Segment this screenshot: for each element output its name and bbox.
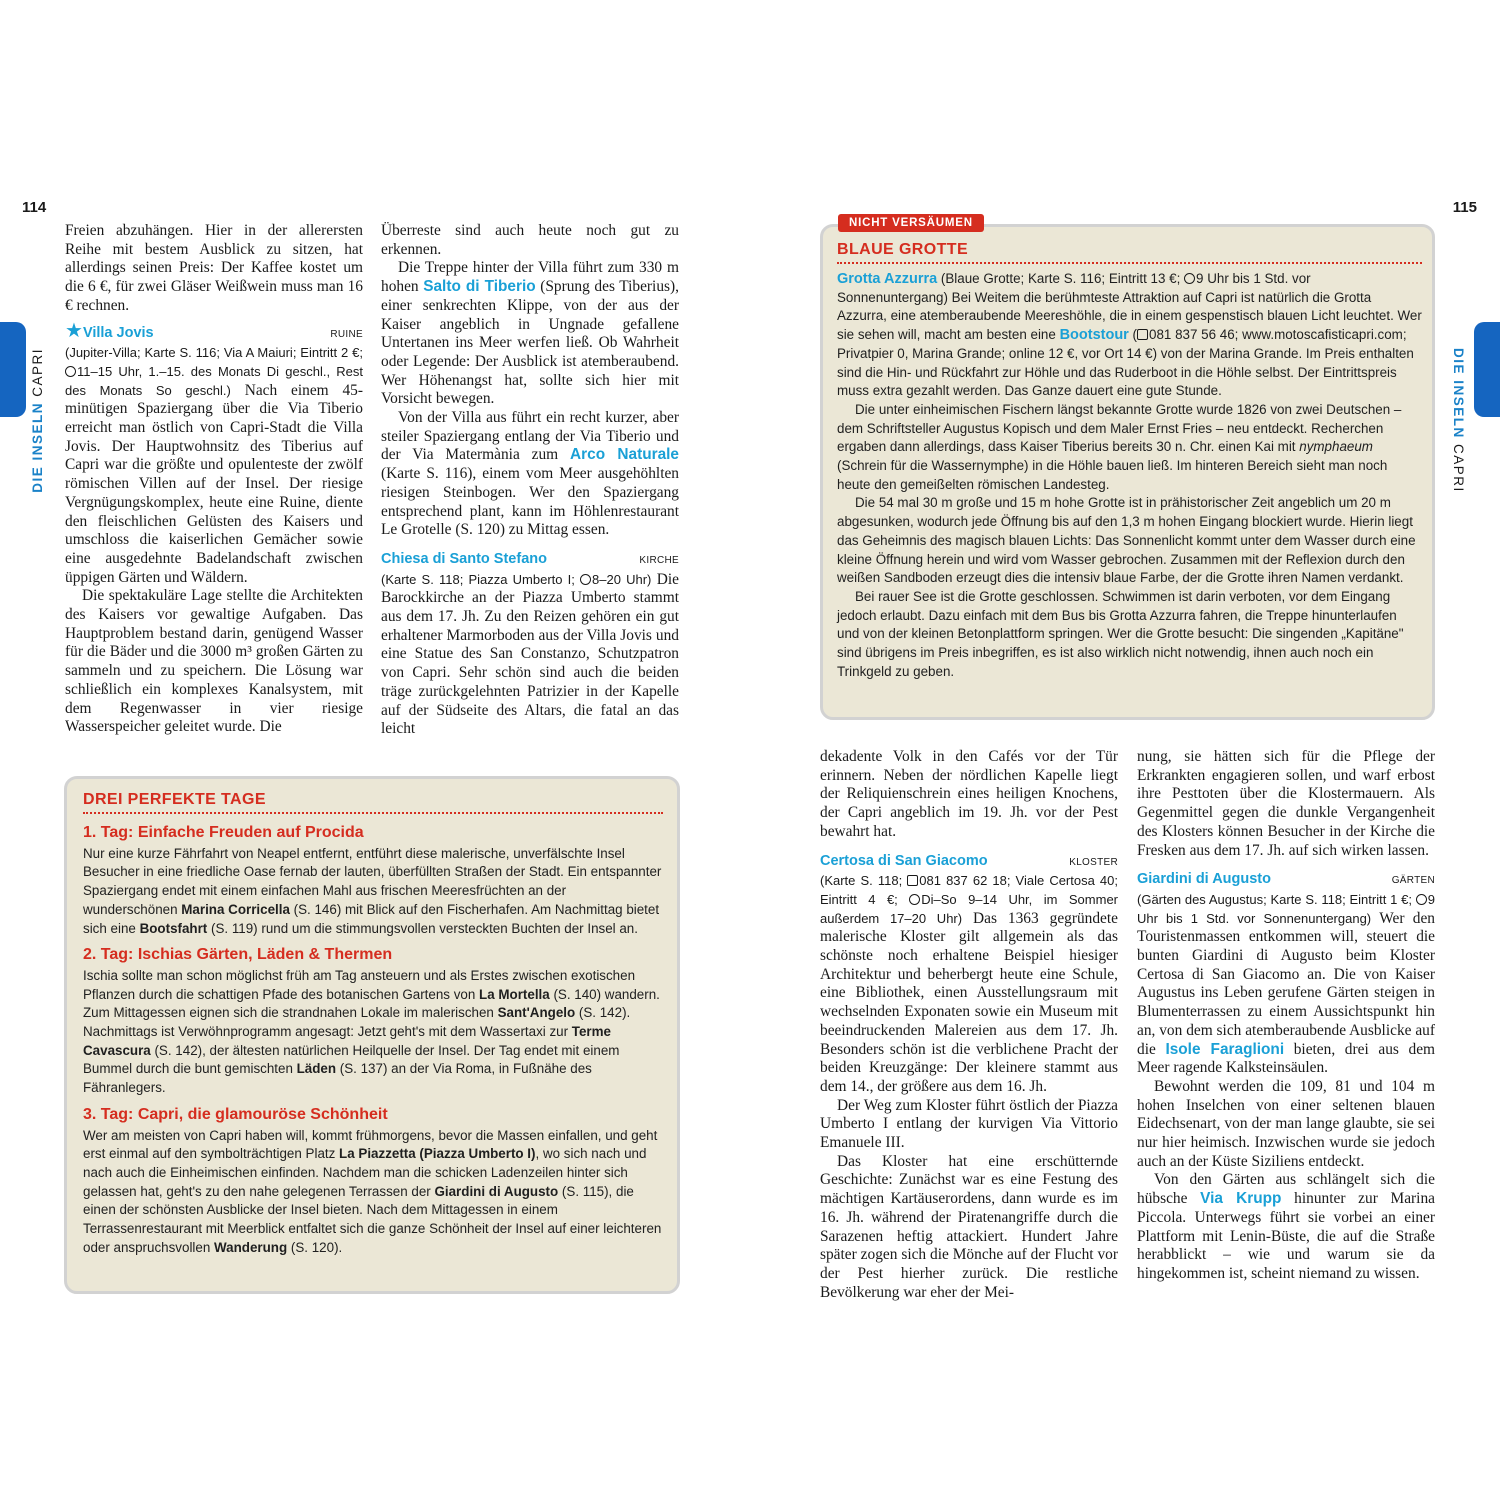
day2-text: Ischia sollte man schon möglichst früh am Tag ansteuern und als Erstes zwischen exotischen Pflanzen durch die schattigen Pfade des botanischen Gartens von La Mortella (S. 140) wandern. Zum Mittagessen eignen sich die strandnahen Lokale im malerischen Sant'Angelo (S. 142). Nachmittags ist Verwöhnprogramm angesagt: Jetzt geht's mit dem Wassertaxi zur Terme Cavascura (S. 142), der ältesten natürlichen Heilquelle der Insel. Der Tag endet mit einem Bummel durch die bunt gemischten Läden (S. 137) an der Via Roma, in Fußnähe des Fähranlegers.: [83, 967, 660, 1096]
col2-paragraph-1: Überreste sind auch heute noch gut zu erkennen.: [381, 222, 679, 258]
giardini-tag: GÄRTEN: [1391, 875, 1435, 887]
page-number-right: 115: [1452, 199, 1477, 216]
isole-faraglioni-link[interactable]: Isole Faraglioni: [1165, 1040, 1285, 1058]
blaue-grotte-paragraph-2: Die unter einheimischen Fischern längst bekannte Grotte wurde 1826 von zwei Deutschen – dem Schriftsteller Augustus Kopisch und dem Maler Ernst Fries – neu entdeckt. Recherchen ergaben dann allerdings, dass Kaiser Tiberius bereits 30 n. Chr. einen Kai mit nymphaeum (Schrein für die Wassernymphe) in die Höhle bauen ließ. Im hinteren Bereich sieht man noch heute den gemeißelten römischen Landesteg.: [837, 401, 1402, 492]
day1-heading: 1. Tag: Einfache Freuden auf Procida: [83, 824, 364, 841]
clock-icon: [580, 574, 591, 585]
side-label-right: DIE INSELN CAPRI: [1451, 348, 1466, 493]
left-column-1: [65, 222, 363, 737]
chiesa-body: (Karte S. 118; Piazza Umberto I; 8–20 Uhr) Die Barockkirche an der Piazza Umberto stammt aus dem 17. Jh. Zu den Reizen gehören ein gut erhaltener Marmorboden aus der Villa Jovis und eine Statue des San Constanzo, Schutzpatron von Capri. Sehr schön sind auch die beiden träge zurückgelehnten Patrizier in der Kapelle auf der Südseite des Altars, die fatal an das leicht: [381, 570, 679, 738]
blaue-grotte-box: [820, 224, 1435, 720]
giardini-heading: [1137, 870, 1435, 891]
villa-jovis-paragraph-2: Die spektakuläre Lage stellte die Architekten des Kaisers vor gewaltige Aufgaben. Das Hauptproblem bestand darin, genügend Wasser für die Bäder und die 3000 m³ großen Gärten zu sammeln und zu speichern. Die Lösung war schließlich ein komplexes Kanalsystem, mit dem Regenwasser in vier riesige Wasserspeicher geleitet wurde. Die: [65, 587, 363, 736]
chiesa-title: Chiesa di Santo Stefano: [381, 550, 547, 567]
certosa-paragraph-2: Der Weg zum Kloster führt östlich der Piazza Umberto I entlang der kurvigen Via Vittorio Emanuele III.: [820, 1096, 1118, 1152]
giardini-title: Giardini di Augusto: [1137, 871, 1271, 888]
nicht-versaeumen-badge: NICHT VERSÄUMEN: [838, 214, 984, 232]
drei-perfekte-tage-box: [64, 776, 680, 1294]
grotta-azzurra-link[interactable]: Grotta Azzurra: [837, 271, 938, 287]
side-tab-left: [0, 322, 26, 417]
certosa-paragraph-3: Das Kloster hat eine erschütternde Geschichte: Zunächst war es eine Festung des mächtigen Kartäuserordens, dann wurde es im 16. Jh. während der Piratenangriffe durch die Sarazenen heftig attackiert. Hundert Jahre später zogen sich die Mönche auf der Flucht vor der Pest hierher zurück. Die restliche Bevölkerung war eher der Mei-: [820, 1152, 1118, 1301]
bootstour-link[interactable]: Bootstour: [1059, 327, 1129, 344]
day2-heading: 2. Tag: Ischias Gärten, Läden & Thermen: [83, 946, 393, 964]
certosa-heading: [820, 852, 1118, 873]
phone-icon: [1137, 329, 1148, 340]
drei-tage-title: DREI PERFEKTE TAGE: [83, 791, 663, 814]
giardini-body: (Gärten des Augustus; Karte S. 118; Eintritt 1 €; 9 Uhr bis 1 Std. vor Sonnenuntergang) Wer den Touristenmassen entkommen will, steuert die bunten Giardini di Augusto beim Kloster Certosa di San Giacomo an. Die von Kaiser Augustus ins Leben gerufene Gärten steigen in Blumenterrassen zu einem Aussichtspunkt hin an, von dem sich atemberaubende Ausblicke auf die Isole Faraglioni bieten, drei aus dem Meer ragende Kalksteinsäulen.: [1137, 891, 1435, 1077]
via-krupp-link[interactable]: Via Krupp: [1200, 1190, 1282, 1208]
chiesa-heading: [381, 550, 679, 571]
villa-jovis-heading: [65, 319, 363, 345]
clock-icon: [65, 366, 76, 377]
villa-jovis-title: Villa Jovis: [82, 324, 154, 341]
intro-paragraph: Freien abzuhängen. Hier in der allerersten Reihe mit bestem Ausblick zu sitzen, hat allerdings seinen Preis: Der Kaffee kostet um die 6 €, für zwei Gläser Weißwein muss man 16 € rechnen.: [65, 222, 363, 314]
left-column-2: [381, 222, 679, 739]
certosa-tag: KLOSTER: [1069, 856, 1118, 868]
col4-paragraph-1: nung, sie hätten sich für die Pflege der Erkrankten engagieren sollen, und warf erbost ihre Pesttoten über die Klostermauern. Als Gegenmittel gegen die dunkle Vergangenheit des Klosters können Besucher in der Kirche die Fresken aus dem 17. Jh. auf sich wirken lassen.: [1137, 748, 1435, 859]
day1-text: Nur eine kurze Fährfahrt von Neapel entfernt, entführt diese malerische, unverfälschte Insel Besucher in eine friedliche Oase fernab der lauten, überfüllten Straßen der Stadt. Ein entspannter Spaziergang endet mit einem einfachen Mahl aus frischen Meeresfrüchten an der wunderschönen Marina Corricella (S. 146) mit Blick auf den Fischerhafen. Am Nachmittag bietet sich eine Bootsfahrt (S. 119) rund um die stimmungsvollen versteckten Buchten der Insel an.: [83, 845, 662, 936]
phone-icon: [907, 875, 918, 886]
blaue-grotte-paragraph-4: Bei rauer See ist die Grotte geschlossen. Schwimmen ist darin verboten, vor dem Eingang jedoch erlaubt. Dazu einfach mit dem Bus bis Grotta Azzurra fahren, die Treppe hinunterlaufen und von der kleinen Betonplattform springen. Wer die Grotte besucht: Die singenden „Kapitäne" sind übrigens im Preis inbegriffen, es ist also wirklich nicht notwendig, ihnen auch noch ein Trinkgeld zu geben.: [837, 588, 1404, 679]
villa-jovis-tag: RUINE: [330, 328, 363, 340]
col2-paragraph-2: Die Treppe hinter der Villa führt zum 330 m hohen Salto di Tiberio (Sprung des Tiberius), einer senkrechten Klippe, von der aus der Kaiser angeblich in Ungnade gefallene Untertanen ins Meer werfen ließ. Ob Wahrheit oder Legende: Der Ausblick ist atemberaubend. Wer Höhenangst hat, sollte sich hier mit Vorsicht bewegen.: [381, 259, 679, 408]
clock-icon: [909, 894, 920, 905]
villa-jovis-body: (Jupiter-Villa; Karte S. 116; Via A Maiuri; Eintritt 2 €; 11–15 Uhr, 1.–15. des Monats Di geschl., Rest des Monats So geschl.) Nach einem 45-minütigen Spaziergang über die Via Tiberio erreicht man östlich von Capri-Stadt die Villa Jovis. Der Hauptwohnsitz des Tiberius auf Capri war die größte und opulenteste der zwölf römischen Villen auf der Insel. Der riesige Vergnügungskomplex, heute eine Ruine, diente den fleischlichen Gelüsten des Kaisers und umschloss die kaiserlichen Gemächer sowie eine ausgedehnte Badelandschaft zwischen üppigen Gärten und Wäldern.: [65, 345, 363, 586]
day3-heading: 3. Tag: Capri, die glamouröse Schönheit: [83, 1105, 388, 1123]
salto-di-tiberio-link[interactable]: Salto di Tiberio: [423, 278, 536, 296]
chiesa-tag: KIRCHE: [639, 554, 679, 566]
col3-paragraph-1: dekadente Volk in den Cafés vor der Tür erinnern. Neben der nördlichen Kapelle liegt der Reliquienschrein eines heiligen Knochens, der Capri angeblich im 19. Jh. vor der Pest bewahrt hat.: [820, 748, 1118, 840]
blaue-grotte-title: BLAUE GROTTE: [837, 241, 1422, 264]
col2-paragraph-3: Von der Villa aus führt ein recht kurzer, aber steiler Spaziergang entlang der Via Tiberio und der Via Matermània zum Arco Naturale (Karte S. 116), einem vom Meer ausgehöhlten riesigen Steinbogen. Wer den Spaziergang entsprechend plant, kann im Höhlenrestaurant Le Grotelle (S. 120) zu Mittag essen.: [381, 409, 679, 539]
certosa-body: (Karte S. 118; 081 837 62 18; Viale Certosa 40; Eintritt 4 €; Di–So 9–14 Uhr, im Sommer außerdem 17–20 Uhr) Das 1363 gegründete malerische Kloster gilt allgemein als das schönste noch erhaltene Beispiel hiesiger Architektur und beherbergt heute eine Schule, eine Bibliothek, einen Ausstellungsraum mit wechselnden Exponaten sowie ein Museum mit beeindruckenden Malereien aus dem 17. Jh. Besonders schön ist die verblichene Pracht der beiden Kreuzgänge: Der kleinere stammt aus dem 14., der größere aus dem 16. Jh.: [820, 873, 1118, 1095]
right-column-1: [820, 748, 1118, 1302]
clock-icon: [1416, 894, 1427, 905]
arco-naturale-link[interactable]: Arco Naturale: [570, 446, 679, 464]
day3-text: Wer am meisten von Capri haben will, kommt frühmorgens, bevor die Massen einfallen, und geht erst einmal auf den symbolträchtigen Platz La Piazzetta (Piazza Umberto I), wo sich nach und nach auch die Einheimischen einfinden. Nachdem man die schicken Ladenzeilen hinter sich gelassen hat, geht's zu den nahe gelegenen Terrassen der Giardini di Augusto (S. 115), die einen der schönsten Ausblicke der Insel bieten. Nach dem Mittagessen in einem Terrassenrestaurant mit Meerblick entfaltet sich die ganze Schönheit der Insel auf einer leichteren oder anspruchsvollen Wanderung (S. 120).: [83, 1127, 662, 1255]
side-label-left: DIE INSELN CAPRI: [30, 348, 45, 493]
blaue-grotte-paragraph-1: Grotta Azzurra (Blaue Grotte; Karte S. 116; Eintritt 13 €; 9 Uhr bis 1 Std. vor Sonnenuntergang) Bei Weitem die berühmteste Attraktion auf Capri ist natürlich die Grotta Azzurra, eine atemberaubende Meereshöhle, die in einem gespenstisch blauen Licht leuchtet. Wer sie sehen will, macht am besten eine Bootstour ( 081 837 56 46; www.motoscafisticapri.com; Privatpier 0, Marina Grande; online 12 €, vor Ort 14 €) von der Marina Grande. Im Preis enthalten sind die Hin- und Rückfahrt zur Höhle und das Ruderboot in die Höhle selbst. Der Eintrittspreis muss extra gezahlt werden. Das Ganze dauert eine gute Stunde.: [837, 271, 1422, 399]
page-number-left: 114: [22, 199, 47, 216]
giardini-paragraph-2: Bewohnt werden die 109, 81 und 104 m hohen Inselchen von einer seltenen blauen Eidechsenart, von der man lange glaubte, sie sei nur hier heimisch. Inzwischen wurde sie jedoch auch an der Küste Siziliens entdeckt.: [1137, 1077, 1435, 1170]
star-icon: ★: [65, 319, 83, 342]
certosa-title: Certosa di San Giacomo: [820, 852, 988, 869]
side-tab-right: [1474, 322, 1500, 417]
blaue-grotte-paragraph-3: Die 54 mal 30 m große und 15 m hohe Grotte ist in prähistorischer Zeit angeblich um 20 m abgesunken, wodurch jede Öffnung bis auf den 1,3 m hohen Eingang blockiert wurde. Hierin liegt das Geheimnis des magisch blauen Lichts: Das Sonnenlicht kommt unter dem Wasser durch eine kleine Öffnung herein und wird vom Wasser gebrochen. Zusammen mit der Reflexion durch den weißen Sandboden erzeugt dies die intensiv blaue Farbe, der die Grotte ihren Namen verdankt.: [837, 495, 1416, 586]
giardini-paragraph-3: Von den Gärten aus schlängelt sich die hübsche Via Krupp hinunter zur Marina Piccola. Unterwegs führt sie vorbei an einer Plattform mit Lenin-Büste, die auf die Straße herabblickt – wie und warum sie da hingekommen ist, scheint niemand zu wissen.: [1137, 1171, 1435, 1282]
right-column-2: [1137, 748, 1435, 1284]
clock-icon: [1184, 273, 1195, 284]
